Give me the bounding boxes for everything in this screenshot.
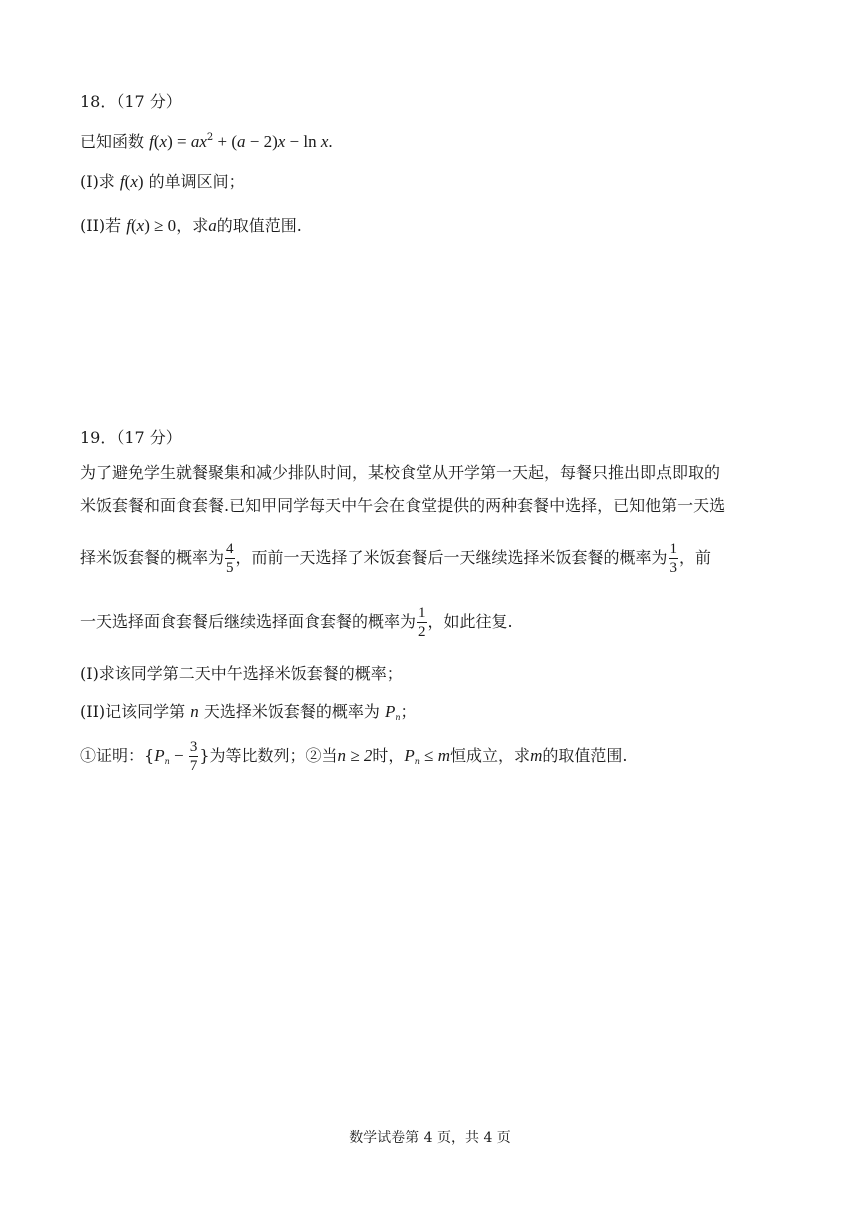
q19-sub1-cond: n ≥ 2	[337, 746, 373, 765]
q19-sub1-P2: P	[404, 746, 415, 765]
q19-part2	[80, 702, 417, 728]
q18-sq: 2	[206, 132, 214, 143]
q18-minus2: − 2)	[245, 132, 278, 151]
q18-part2-paren: (	[130, 216, 137, 235]
q19-part2-c: ；	[400, 702, 417, 721]
q19-sub1-c: 时，	[372, 746, 405, 765]
q19-sub1-a: ①证明：{	[80, 746, 155, 765]
q19-line4-a: 一天选择面食套餐后继续选择面食套餐的概率为	[80, 612, 417, 631]
q18-part2-f: f	[126, 216, 131, 235]
q19-line3-a: 择米饭套餐的概率为	[80, 548, 225, 567]
q18-x: x	[159, 132, 168, 151]
q19-line4-b: ，如此往复.	[427, 612, 513, 631]
q18-dot: .	[328, 132, 333, 151]
frac-den: 3	[669, 560, 678, 576]
q18-ax: ax	[190, 132, 207, 151]
q18-stem	[80, 128, 333, 152]
q19-header: 19．（17 分）	[80, 428, 182, 447]
q18-part2-tail: 的取值范围.	[216, 216, 302, 235]
q19-sub1-m: m	[437, 746, 451, 765]
q18-part1-text: 的单调区间；	[148, 172, 245, 191]
q19-sub1-sub2: n	[414, 757, 420, 766]
q18-eq: ) =	[167, 132, 191, 151]
q19-sub1-m2: m	[530, 746, 543, 765]
q19-line3	[80, 540, 711, 577]
q18-part2	[80, 216, 302, 236]
q19-frac-1-3	[669, 540, 679, 577]
q18-part2-label: (II)若	[80, 216, 122, 235]
frac-num: 4	[226, 541, 234, 557]
q18-x3: x	[316, 132, 329, 151]
q18-stem-prefix: 已知函数	[80, 132, 145, 151]
q19-sub1-minus: −	[169, 746, 188, 765]
q19-line1: 为了避免学生就餐聚集和减少排队时间，某校食堂从开学第一天起，每餐只推出即点即取的	[80, 463, 721, 482]
q18-function-formula: f	[149, 132, 154, 151]
q19-sub1-b: }为等比数列；②当	[199, 746, 338, 765]
frac-den: 2	[418, 624, 426, 640]
q19-sub1-sub: n	[164, 757, 170, 766]
q18-header: 18．（17 分）	[80, 92, 182, 111]
q18-plus: + (	[213, 132, 237, 151]
q18-ln: − ln	[285, 132, 317, 151]
q19-part1: (I)求该同学第二天中午选择米饭套餐的概率；	[80, 664, 403, 683]
q19-part2-n: n	[190, 702, 199, 721]
q19-frac-3-7	[189, 738, 199, 775]
q19-part2-sub: n	[395, 713, 401, 722]
q19-part2-P: P	[384, 702, 396, 721]
q19-line4	[80, 604, 513, 641]
q19-frac-1-2	[417, 604, 427, 641]
q18-part1	[80, 172, 245, 192]
frac-num: 1	[418, 605, 426, 621]
q19-part2-a: (II)记该同学第	[80, 702, 186, 721]
q19-sub1-le: ≤	[419, 746, 438, 765]
q19-sub1-e: 的取值范围.	[542, 746, 628, 765]
frac-num: 1	[669, 541, 678, 557]
frac-den: 7	[189, 758, 198, 774]
q18-part2-text: ，求	[176, 216, 209, 235]
q18-paren: (	[153, 132, 160, 151]
q18-x2: x	[277, 132, 286, 151]
q19-frac-4-5	[225, 540, 235, 577]
q18-part1-paren: (	[124, 172, 131, 191]
q18-part1-x: x	[130, 172, 138, 191]
q19-sub1	[80, 738, 627, 780]
q18-part1-label: (I)求	[80, 172, 115, 191]
q18-part1-close: )	[137, 172, 144, 191]
q18-part1-f: f	[119, 172, 125, 191]
q19-line3-b: ，而前一天选择了米饭套餐后一天继续选择米饭套餐的概率为	[235, 548, 668, 567]
q19-sub1-d: 恒成立，求	[450, 746, 531, 765]
frac-den: 5	[226, 560, 234, 576]
q19-part2-b: 天选择米饭套餐的概率为	[203, 702, 380, 721]
q18-part2-var: a	[208, 216, 217, 235]
q19-line3-c: ，前	[679, 548, 712, 567]
q19-sub1-P: P	[154, 746, 165, 765]
q18-part2-ge: ) ≥ 0	[144, 216, 177, 235]
q18-a: a	[236, 132, 246, 151]
frac-num: 3	[189, 739, 198, 755]
q18-part2-x: x	[136, 216, 145, 235]
page-footer: 数学试卷第 4 页，共 4 页	[349, 1130, 511, 1146]
q19-line2: 米饭套餐和面食套餐.已知甲同学每天中午会在食堂提供的两种套餐中选择，已知他第一天选	[80, 496, 726, 515]
